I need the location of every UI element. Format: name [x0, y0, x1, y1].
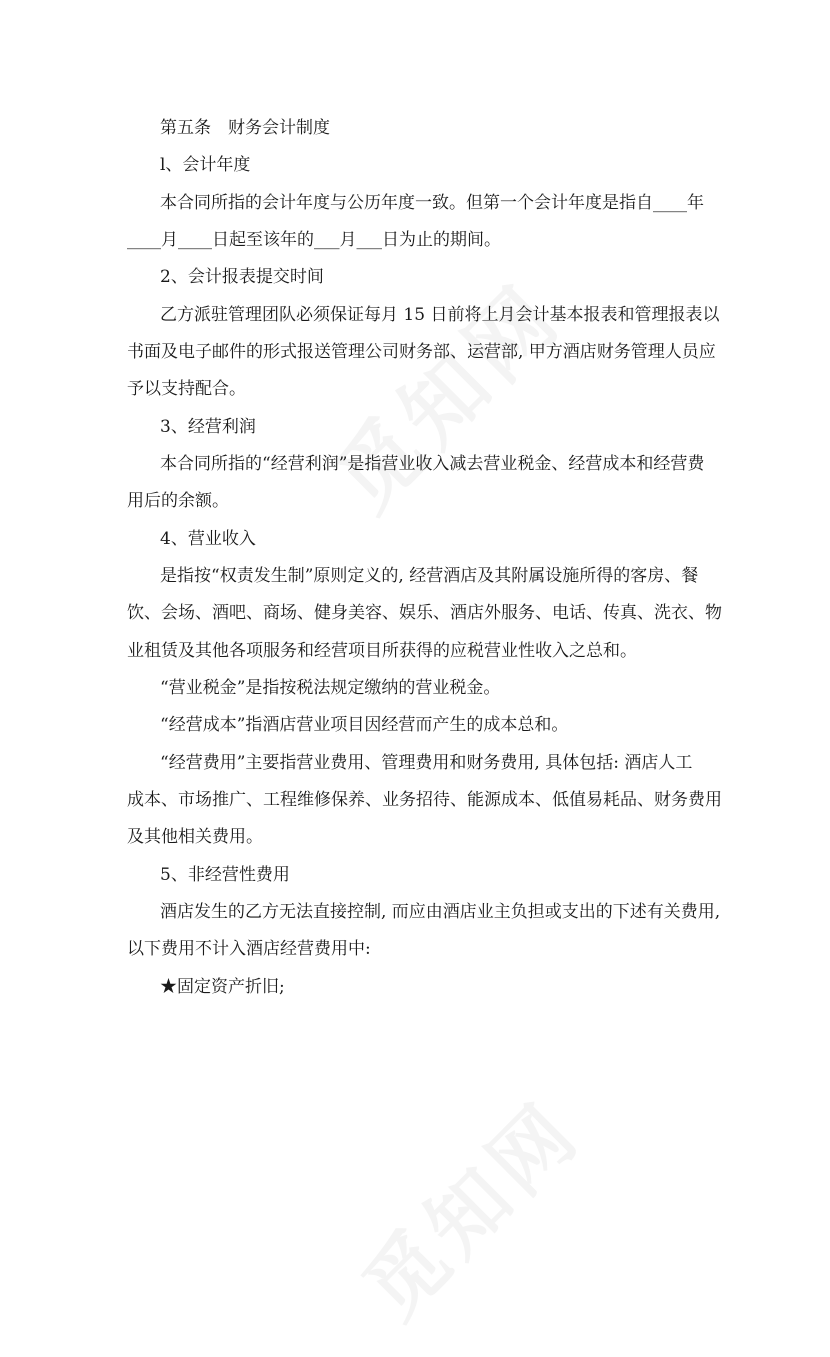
paragraph-line: 予以支持配合。: [127, 379, 246, 399]
watermark-bottom: [333, 1003, 687, 1357]
section-heading-report-submission: 2、会计报表提交时间: [160, 267, 324, 287]
section-heading-accounting-year: l、会计年度: [160, 155, 251, 175]
paragraph-line: 饮、会场、酒吧、商场、健身美容、娱乐、酒店外服务、电话、传真、洗衣、物: [127, 603, 722, 623]
paragraph-line: 以下费用不计入酒店经营费用中:: [127, 939, 371, 959]
paragraph-line: 业租赁及其他各项服务和经营项目所获得的应税营业性收入之总和。: [127, 641, 637, 661]
paragraph-line: 酒店发生的乙方无法直接控制, 而应由酒店业主负担或支出的下述有关费用,: [160, 902, 721, 922]
paragraph-line: 及其他相关费用。: [127, 827, 263, 847]
paragraph-line: “经营费用”主要指营业费用、管理费用和财务费用, 具体包括: 酒店人工: [160, 753, 693, 773]
section-heading-non-operating-expenses: 5、非经营性费用: [160, 865, 290, 885]
paragraph-line: “营业税金”是指按税法规定缴纳的营业税金。: [160, 678, 501, 698]
paragraph-line: 用后的余额。: [127, 491, 229, 511]
section-heading-operating-profit: 3、经营利润: [160, 417, 256, 437]
paragraph-line: 是指按“权责发生制”原则定义的, 经营酒店及其附属设施所得的客房、餐: [160, 566, 699, 586]
paragraph-line: “经营成本”指酒店营业项目因经营而产生的成本总和。: [160, 715, 569, 735]
paragraph-line: 本合同所指的“经营利润”是指营业收入减去营业税金、经营成本和经营费: [160, 454, 705, 474]
paragraph-line: 本合同所指的会计年度与公历年度一致。但第一个会计年度是指自____年: [160, 193, 704, 213]
paragraph-line: ____月____日起至该年的___月___日为止的期间。: [127, 230, 501, 250]
paragraph-line: 书面及电子邮件的形式报送管理公司财务部、运营部, 甲方酒店财务管理人员应: [127, 342, 716, 362]
article-title: 第五条 财务会计制度: [160, 118, 330, 138]
list-item: ★固定资产折旧;: [160, 977, 285, 997]
paragraph-line: 成本、市场推广、工程维修保养、业务招待、能源成本、低值易耗品、财务费用: [127, 790, 722, 810]
paragraph-line: 乙方派驻管理团队必须保证每月 15 日前将上月会计基本报表和管理报表以: [160, 305, 720, 325]
section-heading-revenue: 4、营业收入: [160, 529, 256, 549]
